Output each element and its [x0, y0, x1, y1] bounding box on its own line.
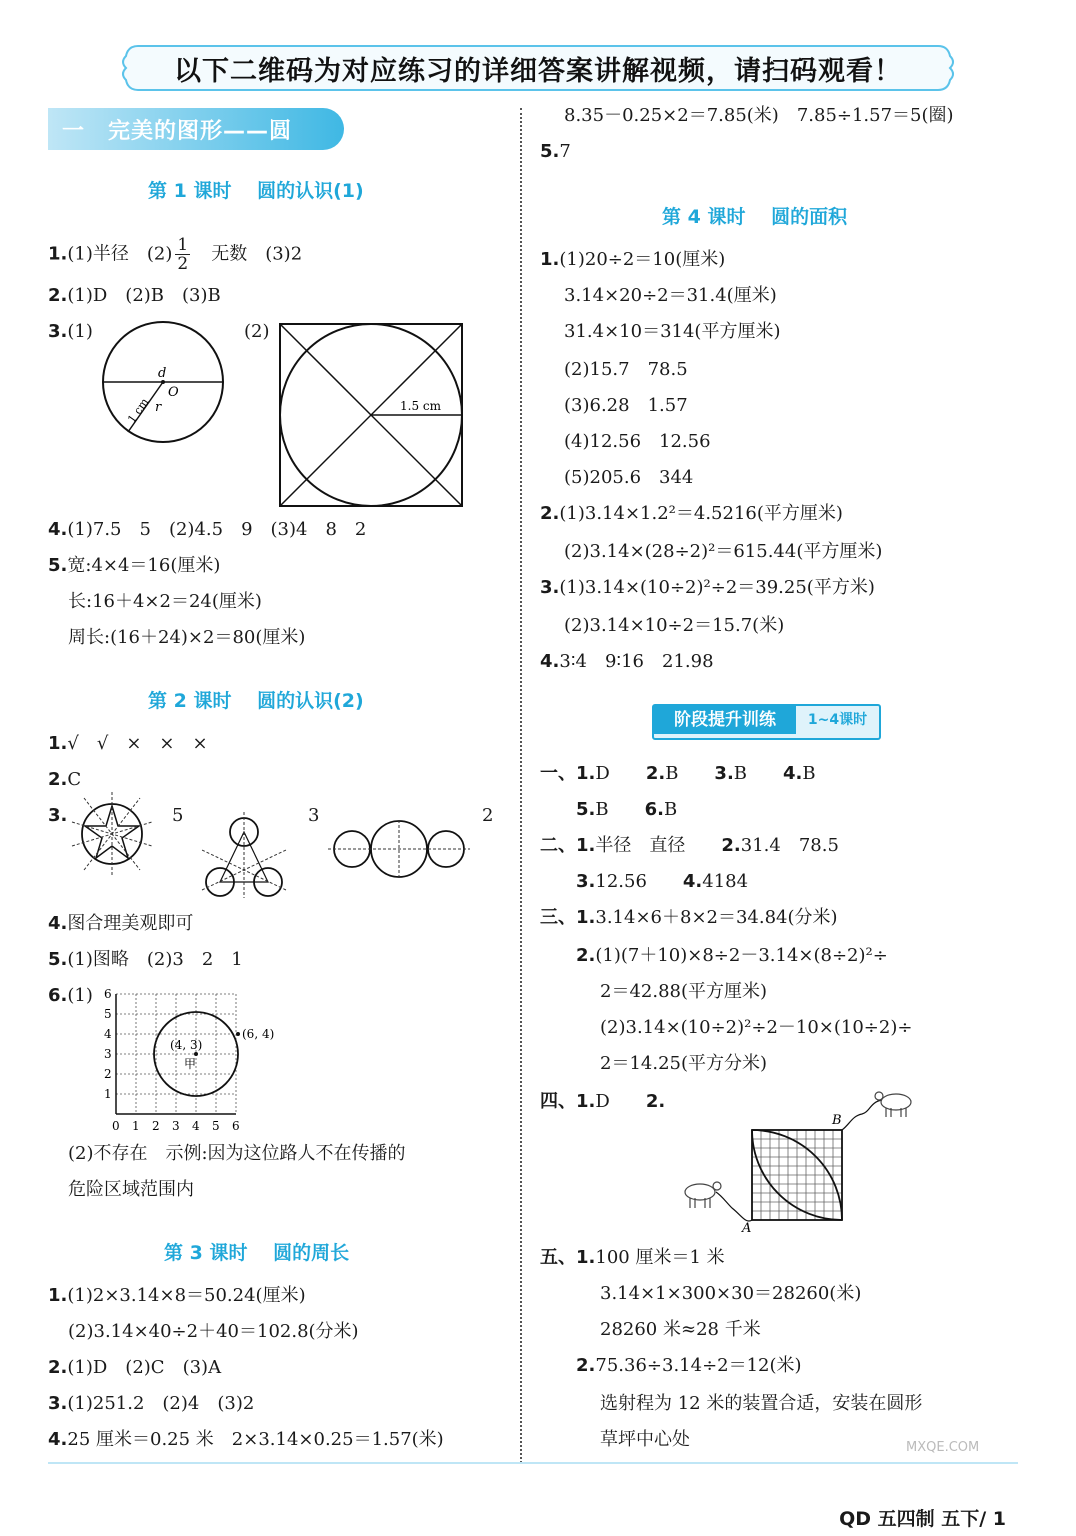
l1-q3-label: 3.(1): [48, 321, 93, 342]
l1-q3-label-2: (2): [244, 321, 270, 342]
l2-q1: 1.√ √ × × ×: [48, 733, 208, 754]
header-banner: [118, 40, 958, 96]
footer-rule: [48, 1462, 1018, 1464]
l4-q1-e: (3)6.28 1.57: [564, 395, 688, 416]
l4-q1-b: 3.14×20÷2＝31.4(厘米): [564, 285, 777, 306]
svg-text:3: 3: [104, 1047, 112, 1061]
s1-row1: 一、1.D 2.B 3.B 4.B: [540, 763, 816, 784]
r-top1: 8.35－0.25×2＝7.85(米) 7.85÷1.57＝5(圈): [564, 105, 954, 126]
l1-q2: 2.(1)D (2)B (3)B: [48, 285, 221, 306]
l1-q1: 1.(1)半径 (2) $\frac{1}{2}$ 无数 (3)2: [48, 235, 303, 274]
svg-text:5: 5: [104, 1007, 112, 1021]
page-footer: QD 五四制 五下/ 1: [839, 1508, 1006, 1530]
q-num: 1.: [48, 243, 68, 265]
l4-q1-c: 31.4×10＝314(平方厘米): [564, 321, 781, 342]
l4-q3-b: (2)3.14×10÷2＝15.7(米): [564, 615, 785, 636]
l2-q3-count-2: 3: [308, 805, 320, 826]
circle-figure-2: [278, 322, 464, 508]
grid-point-a: (4, 3): [170, 1038, 203, 1052]
unit-title-text: 一 完美的图形——圆: [62, 119, 293, 144]
column-divider: [520, 108, 522, 1463]
l4-q1-f: (4)12.56 12.56: [564, 431, 711, 452]
l3-q2: 2.(1)D (2)C (3)A: [48, 1357, 222, 1378]
banner-text: 以下二维码为对应练习的详细答案讲解视频，请扫码观看！: [174, 55, 902, 87]
lesson-4-title: 第 4 课时 圆的面积: [662, 206, 848, 228]
grid-point-b: (6, 4): [242, 1027, 275, 1041]
svg-text:4: 4: [104, 1027, 112, 1041]
l3-q1-a: 1.(1)2×3.14×8＝50.24(厘米): [48, 1285, 306, 1306]
l4-q4: 4.3∶4 9∶16 21.98: [540, 651, 714, 672]
l3-q4: 4.25 厘米＝0.25 米 2×3.14×0.25＝1.57(米): [48, 1429, 444, 1450]
svg-text:3: 3: [172, 1119, 180, 1133]
svg-text:1: 1: [132, 1119, 140, 1133]
l2-q6-b2: 危险区域范围内: [68, 1179, 194, 1200]
s3-q2-l1: 2.(1)(7＋10)×8÷2－3.14×(8÷2)²÷: [576, 945, 888, 966]
s5-q1-a: 五、1.100 厘米＝1 米: [540, 1247, 725, 1268]
lesson-2-title: 第 2 课时 圆的认识(2): [148, 690, 364, 712]
label-1-5cm: 1.5 cm: [400, 399, 441, 413]
point-b-label: B: [832, 1113, 842, 1128]
goat-icon: [685, 1182, 721, 1208]
l2-q3-count-3: 2: [482, 805, 494, 826]
svg-text:4: 4: [192, 1119, 200, 1133]
fraction: $\frac{1}{2}$: [177, 235, 189, 274]
three-circles-figure: [198, 808, 290, 900]
l4-q1-g: (5)205.6 344: [564, 467, 694, 488]
stage-training-badge: [652, 704, 881, 740]
stage-badge-range: 1~4课时: [807, 712, 868, 728]
l1-q4: 4.(1)7.5 5 (2)4.5 9 (3)4 8 2: [48, 519, 367, 540]
s5-q2-b: 选射程为 12 米的装置合适，安装在圆形: [600, 1393, 923, 1414]
r-top2: 5.7: [540, 141, 571, 162]
stage-badge-title: 阶段提升训练: [654, 706, 796, 734]
lesson-3-title: 第 3 课时 圆的周长: [164, 1242, 350, 1264]
s3-q2-l3: (2)3.14×(10÷2)²÷2－10×(10÷2)÷: [600, 1017, 913, 1038]
l4-q2-a: 2.(1)3.14×1.2²＝4.5216(平方厘米): [540, 503, 843, 524]
s2-row1: 二、1.半径 直径 2.31.4 78.5: [540, 835, 839, 856]
row-circles-figure: [328, 820, 470, 878]
l1-q5-b: 长:16＋4×2＝24(厘米): [68, 591, 262, 612]
l1-q5-c: 周长:(16＋24)×2＝80(厘米): [68, 627, 306, 648]
s3-q2-l4: 2＝14.25(平方分米): [600, 1053, 768, 1074]
svg-text:5: 5: [212, 1119, 220, 1133]
l1-q5-a: 5.宽:4×4＝16(厘米): [48, 555, 221, 576]
lesson-1-title: 第 1 课时 圆的认识(1): [148, 180, 364, 202]
s4-row: 四、1.D 2.: [540, 1091, 666, 1112]
label-1cm: 1 cm: [125, 395, 152, 426]
l2-q3-count-1: 5: [172, 805, 184, 826]
l2-q5: 5.(1)图略 (2)3 2 1: [48, 949, 243, 970]
label-r: r: [155, 400, 162, 415]
svg-text:6: 6: [232, 1119, 240, 1133]
grid-center-label: 甲: [184, 1057, 197, 1071]
l4-q1-d: (2)15.7 78.5: [564, 359, 688, 380]
l3-q3: 3.(1)251.2 (2)4 (3)2: [48, 1393, 255, 1414]
s5-q1-b: 3.14×1×300×30＝28260(米): [600, 1283, 862, 1304]
coordinate-grid-figure: [92, 984, 302, 1134]
point-a-label: A: [742, 1221, 752, 1234]
l4-q1-a: 1.(1)20÷2＝10(厘米): [540, 249, 726, 270]
grazing-figure: [670, 1084, 920, 1234]
s1-row2: 5.B 6.B: [576, 799, 678, 820]
s5-q1-c: 28260 米≈28 千米: [600, 1319, 761, 1340]
l2-q4: 4.图合理美观即可: [48, 913, 194, 934]
watermark: MXQE.COM: [906, 1440, 980, 1455]
l4-q2-b: (2)3.14×(28÷2)²＝615.44(平方厘米): [564, 541, 883, 562]
label-o: O: [168, 385, 179, 400]
s5-q2-a: 2.75.36÷3.14÷2＝12(米): [576, 1355, 802, 1376]
svg-text:1: 1: [104, 1087, 112, 1101]
unit-title: [48, 108, 344, 150]
s3-q2-l2: 2＝42.88(平方厘米): [600, 981, 768, 1002]
s3-q1: 三、1.3.14×6＋8×2＝34.84(分米): [540, 907, 838, 928]
l2-q6: 6.(1): [48, 985, 93, 1006]
sheep-icon: [875, 1092, 911, 1117]
svg-text:2: 2: [152, 1119, 160, 1133]
star-circle-figure: [70, 792, 154, 876]
l2-q6-b1: (2)不存在 示例:因为这位路人不在传播的: [68, 1143, 406, 1164]
svg-text:6: 6: [104, 987, 112, 1001]
svg-text:0: 0: [112, 1119, 120, 1133]
s2-row2: 3.12.56 4.4184: [576, 871, 749, 892]
l3-q1-b: (2)3.14×40÷2＋40＝102.8(分米): [68, 1321, 359, 1342]
circle-figure-1: [98, 320, 228, 444]
l2-q3-label: 3.: [48, 805, 68, 826]
l2-q2: 2.C: [48, 769, 82, 790]
label-d: d: [158, 366, 167, 381]
svg-text:2: 2: [104, 1067, 112, 1081]
l4-q3-a: 3.(1)3.14×(10÷2)²÷2＝39.25(平方米): [540, 577, 875, 598]
s5-q2-c: 草坪中心处: [600, 1429, 690, 1450]
